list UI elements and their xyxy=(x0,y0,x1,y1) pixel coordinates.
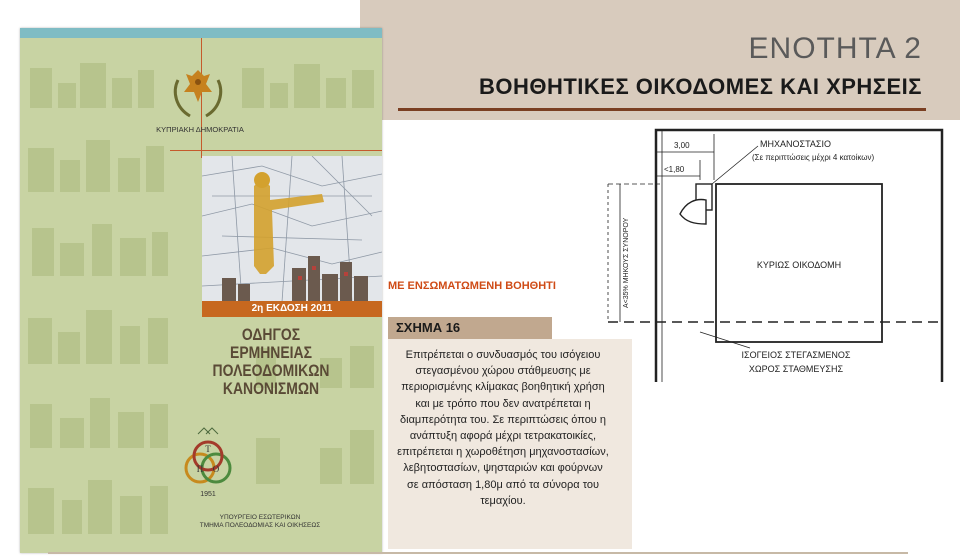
guide-title xyxy=(210,326,333,398)
machine-room-roof xyxy=(680,200,706,224)
emblem-letter-t: Τ xyxy=(205,444,211,454)
vertical-dimension-label: Α<35% ΜΗΚΟΥΣ ΣΥΝΟΡΟΥ xyxy=(623,217,630,308)
main-building-label: ΚΥΡΙΩΣ ΟΙΚΟΔΟΜΗ xyxy=(756,260,842,270)
section-banner xyxy=(360,0,960,120)
emblem-letter-p: Π xyxy=(196,464,204,474)
schema-label-bar xyxy=(388,317,552,339)
site-plan-diagram xyxy=(600,110,960,400)
explanation-textbox xyxy=(388,339,632,549)
machine-room-label: ΜΗΧΑΝΟΣΤΑΣΙΟ xyxy=(760,139,831,149)
section-subtitle: ΒΟΗΘΗΤΙΚΕΣ ΟΙΚΟΔΟΜΕΣ ΚΑΙ ΧΡΗΣΕΙΣ xyxy=(478,74,922,99)
cyprus-crest-icon xyxy=(168,62,228,122)
guide-title-line-2: ΕΡΜΗΝΕΙΑΣ xyxy=(230,343,312,362)
planning-department-emblem-icon xyxy=(180,426,236,496)
parking-label-line-2: ΧΩΡΟΣ ΣΤΑΘΜΕΥΣΗΣ xyxy=(748,364,844,374)
republic-label: ΚΥΠΡΙΑΚΗ ΔΗΜΟΚΡΑΤΙΑ xyxy=(156,125,244,134)
ministry-label xyxy=(190,514,330,530)
section-title: ΕΝΟΤΗΤΑ 2 xyxy=(748,32,922,65)
guide-book-cover xyxy=(20,28,382,553)
ministry-line-1: ΥΠΟΥΡΓΕΙΟ ΕΣΩΤΕΡΙΚΩΝ xyxy=(219,514,301,521)
bottom-divider xyxy=(48,552,908,554)
ministry-line-2: ΤΜΗΜΑ ΠΟΛΕΟΔΟΜΙΑΣ ΚΑΙ ΟΙΚΗΣΕΩΣ xyxy=(199,522,321,529)
dimension-180: <1,80 xyxy=(664,165,685,174)
dimension-3m: 3,00 xyxy=(674,141,690,150)
emblem-letter-o: Ο xyxy=(212,464,220,474)
parking-label-line-1: ΙΣΟΓΕΙΟΣ ΣΤΕΓΑΣΜΕΝΟΣ xyxy=(741,350,851,360)
schema-label: ΣΧΗΜΑ 16 xyxy=(396,320,461,335)
edition-label: 2η ΕΚΔΟΣΗ 2011 xyxy=(202,301,382,317)
guide-title-line-4: ΚΑΝΟΝΙΣΜΩΝ xyxy=(222,379,320,398)
guide-title-line-3: ΠΟΛΕΟΔΟΜΙΚΩΝ xyxy=(212,361,330,380)
cover-divider-horizontal xyxy=(170,150,382,151)
cover-photo-city-map xyxy=(202,156,382,302)
callout-title: ΜΕ ΕΝΣΩΜΑΤΩΜΕΝΗ ΒΟΗΘΗΤΙ xyxy=(388,278,596,294)
explanation-text: Επιτρέπεται ο συνδυασμός του ισόγειου στεγασμένου χώρου στάθμευσης με περιορισμένης κλίμακας βοηθητική χρήση και με τρόπο που δεν ανατρέπεται η διαμπερότητα του. Σε περιπτώσεις όπου η ανάπτυξη αφορά μέχρι τετρακατοικίες, επιτρέπεται η χωροθέτηση μηχανοστασίων, λεβητοστασίων, ψησταριών και φούρνων σε απόσταση 1,80μ από τα σύνορα του τεμαχίου. xyxy=(397,349,609,507)
machine-room-note: (Σε περιπτώσεις μέχρι 4 κατοίκων) xyxy=(752,153,875,162)
guide-title-line-1: ΟΔΗΓΟΣ xyxy=(241,325,301,344)
emblem-year: 1951 xyxy=(200,491,216,498)
